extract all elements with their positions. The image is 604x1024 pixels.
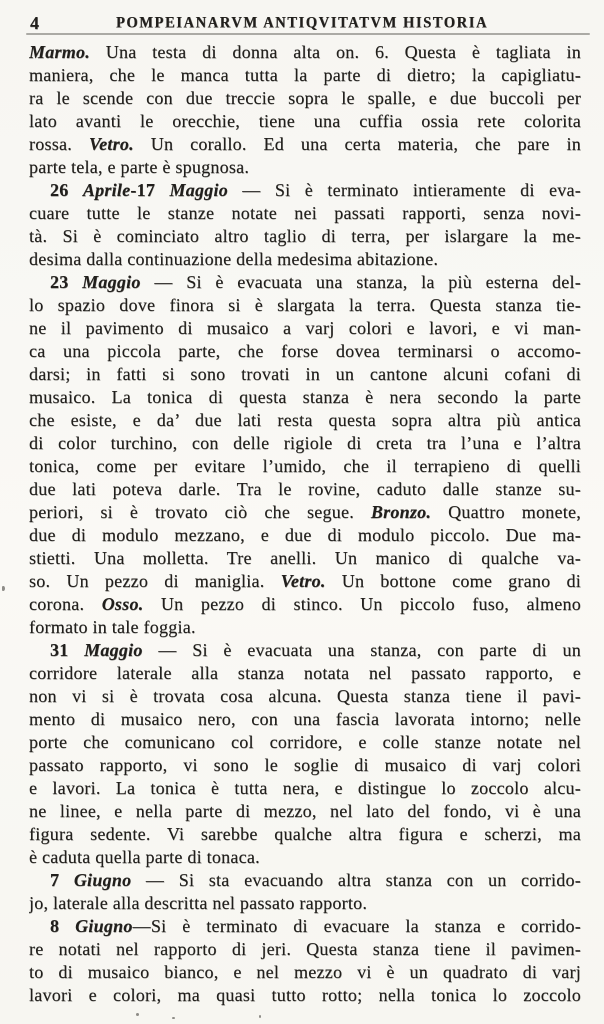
text-run: lato avanti le orecchie, tiene una cuffia ossia rete colorita (29, 111, 581, 131)
text-line (29, 616, 581, 639)
text-run: — Si è evacuata una stanza, la più esterna del- (140, 272, 581, 292)
text-run: Una testa di donna alta on. 6. Questa è tagliata in (90, 42, 581, 62)
emphasized-text-run: 7 (50, 870, 74, 890)
text-run: ne il pavimento di musaico a varj colori e lavori, e vi man- (29, 318, 581, 338)
text-line (29, 386, 581, 409)
text-line (29, 156, 581, 179)
running-title: POMPEIANARVM ANTIQVITATVM HISTORIA (115, 14, 489, 32)
text-line (29, 662, 581, 685)
text-line (29, 938, 581, 961)
emphasized-text-run: Giugno (73, 870, 132, 890)
text-run: Un bottone come grano di (325, 571, 581, 591)
text-run: maniera, che le manca tutta la parte di dietro; la capigliatu- (29, 65, 581, 85)
text-run: corona. (29, 594, 102, 614)
text-line (29, 731, 581, 754)
text-line (29, 179, 581, 202)
emphasized-text-run: Maggio (82, 272, 141, 292)
emphasized-text-run: Osso. (101, 594, 144, 614)
text-run: rossa. (29, 134, 89, 154)
text-line (29, 984, 581, 1007)
emphasized-text-run: Giugno (75, 916, 133, 936)
page-number: 4 (30, 13, 40, 33)
text-run: lavori e colori, ma quasi tutto rotto; nella tonica lo zoccolo (29, 985, 581, 1005)
text-line (29, 593, 581, 616)
text-run: corridore laterale alla stanza notata nel passato rapporto, e (29, 663, 581, 683)
text-line (29, 892, 581, 915)
emphasized-text-run: Vetro. (280, 571, 326, 591)
text-run: lo spazio dove finora si è slargata la terra. Questa stanza tie- (29, 295, 581, 315)
text-line (29, 455, 581, 478)
text-run: — Si è evacuata una stanza, con parte di un (142, 640, 581, 660)
text-line (29, 271, 581, 294)
text-run: è caduta quella parte di tonaca. (29, 847, 260, 867)
text-run: periori, si è trovato ciò che segue. (29, 502, 371, 522)
emphasized-text-run: Maggio (84, 640, 143, 660)
text-line (29, 961, 581, 984)
text-run: Un pezzo di stinco. Un piccolo fuso, almeno (143, 594, 581, 614)
text-run: ra le scende con due treccie sopra le spalle, e due buccoli per (29, 88, 581, 108)
text-line (29, 708, 581, 731)
text-run: darsi; in fatti si sono trovati in un cantone alcuni cofani di (29, 364, 581, 384)
text-line (29, 800, 581, 823)
text-column (29, 41, 581, 1007)
text-line (29, 294, 581, 317)
text-line (29, 478, 581, 501)
text-line (29, 87, 581, 110)
text-line (29, 317, 581, 340)
text-run: Quattro monete, (431, 502, 581, 522)
text-run: passato rapporto, vi sono le soglie di musaico di varj colori (29, 755, 581, 775)
emphasized-text-run: Bronzo. (370, 502, 432, 522)
text-line (29, 409, 581, 432)
text-run: non vi si è trovata cosa alcuna. Questa stanza tiene il pavi- (29, 686, 581, 706)
emphasized-text-run: Aprile (82, 180, 131, 200)
text-line (29, 639, 581, 662)
text-run: tà. Si è cominciato altro taglio di terra, per islargare la me- (29, 226, 581, 246)
text-run: so. Un pezzo di maniglia. (29, 571, 281, 591)
emphasized-text-run: Marmo. (29, 42, 91, 62)
text-run: musaico. La tonica di questa stanza è nera secondo la parte (29, 387, 581, 407)
text-run: tonica, come per evitare l’umido, che il terrapieno di quelli (29, 456, 581, 476)
text-run: figura sedente. Vi sarebbe qualche altra figura e scherzi, ma (29, 824, 581, 844)
emphasized-text-run: 8 (50, 916, 76, 936)
text-line (29, 202, 581, 225)
text-run: stietti. Una molletta. Tre anelli. Un manico di qualche va- (29, 548, 581, 568)
text-run: cuare tutte le stanze notate nei passati rapporti, senza novi- (29, 203, 581, 223)
text-line (29, 754, 581, 777)
text-run: — Si è terminato intieramente di eva- (227, 180, 581, 200)
emphasized-text-run: Maggio (169, 180, 228, 200)
text-line (29, 225, 581, 248)
text-line (29, 110, 581, 133)
text-line (29, 547, 581, 570)
scan-artifact (136, 1013, 139, 1016)
text-run: e lavori. La tonica è tutta nera, e distingue lo zoccolo alcu- (29, 778, 581, 798)
text-line (29, 432, 581, 455)
text-line (29, 248, 581, 271)
text-line (29, 41, 581, 64)
text-line (29, 340, 581, 363)
emphasized-text-run: 23 (50, 272, 83, 292)
text-run: mento di musaico nero, con una fascia lavorata intorno; nelle (29, 709, 581, 729)
text-line (29, 823, 581, 846)
text-line (29, 64, 581, 87)
text-run: porte che comunicano col corridore, e colle stanze notate nel (29, 732, 581, 752)
text-run: to di musaico bianco, e nel mezzo vi è un quadrato di varj (29, 962, 581, 982)
text-line (29, 777, 581, 800)
text-run: desima dalla continuazione della medesima abitazione. (29, 249, 439, 269)
text-run: ca una piccola parte, che forse dovea terminarsi o accomo- (29, 341, 581, 361)
text-run: —Si è terminato di evacuare la stanza e corrido- (132, 916, 581, 936)
text-line (29, 685, 581, 708)
text-run: di color turchino, con delle rigiole di creta tra l’una e l’altra (29, 433, 581, 453)
text-run: ne linee, e nella parte di mezzo, nel lato del fondo, vi è una (29, 801, 581, 821)
text-line (29, 501, 581, 524)
scan-artifact (172, 1017, 175, 1019)
header-rule-divider (26, 33, 590, 35)
emphasized-text-run: Vetro. (88, 134, 134, 154)
text-line (29, 133, 581, 156)
scan-artifact (2, 586, 5, 591)
text-run: due lati poteva darle. Tra le rovine, caduto dalle stanze su- (29, 479, 581, 499)
emphasized-text-run: -17 (130, 180, 170, 200)
text-run: jo, laterale alla descritta nel passato rapporto. (29, 893, 368, 913)
text-run: parte tela, e parte è spugnosa. (29, 157, 250, 177)
text-line (29, 869, 581, 892)
text-run: due di modulo mezzano, e due di modulo piccolo. Due ma- (29, 525, 581, 545)
emphasized-text-run: 31 (50, 640, 85, 660)
emphasized-text-run: 26 (50, 180, 83, 200)
text-line (29, 363, 581, 386)
text-line (29, 915, 581, 938)
text-run: re notati nel rapporto di jeri. Questa stanza tiene il pavimen- (29, 939, 581, 959)
text-line (29, 570, 581, 593)
text-run: formato in tale foggia. (29, 617, 196, 637)
text-run: che esiste, e da’ due lati resta questa sopra altra più antica (29, 410, 581, 430)
text-line (29, 846, 581, 869)
scan-artifact (259, 1015, 261, 1018)
text-run: Un corallo. Ed una certa materia, che pare in (133, 134, 581, 154)
text-line (29, 524, 581, 547)
running-header (0, 12, 604, 34)
text-run: — Si sta evacuando altra stanza con un corrido- (131, 870, 581, 890)
